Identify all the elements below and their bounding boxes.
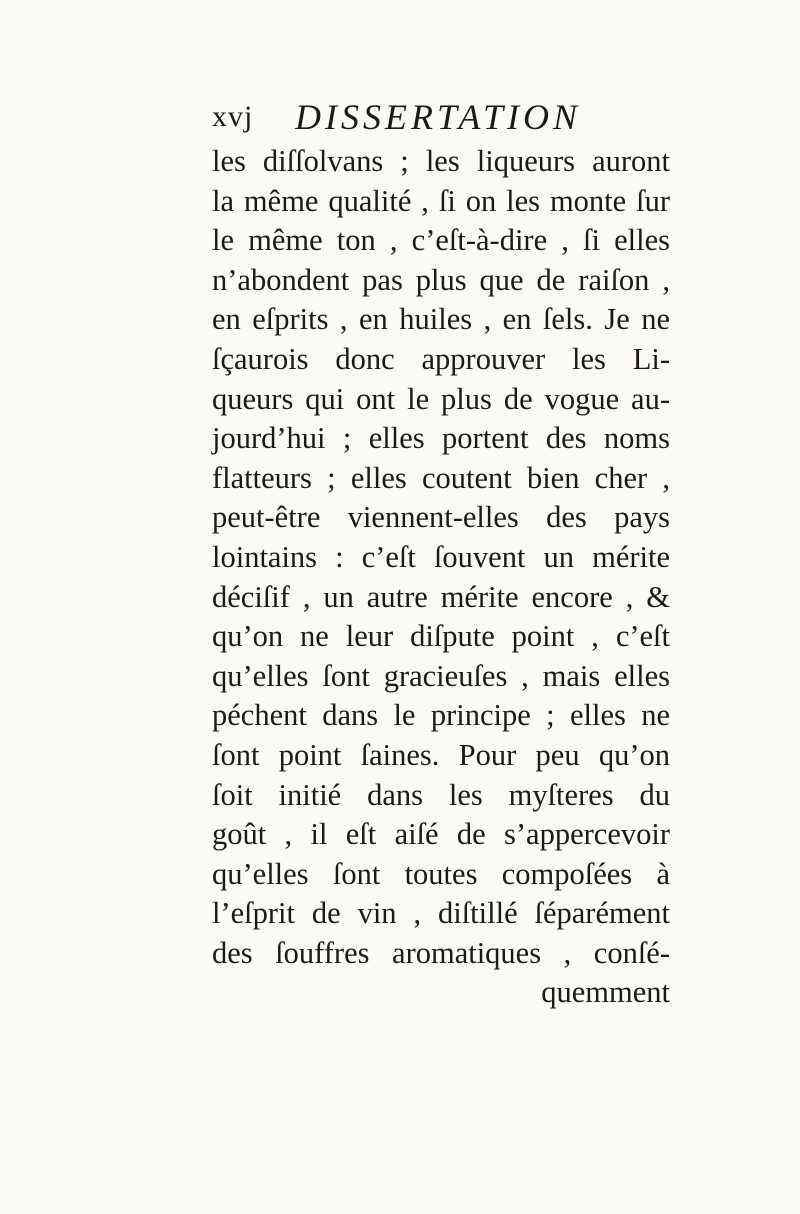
running-head: DISSERTATION <box>295 97 581 137</box>
text-line: péchent dans le principe ; elles ne <box>212 698 670 733</box>
text-line: le même ton , c’eſt-à-dire , ſi elles <box>212 223 670 258</box>
text-line: qu’on ne leur diſpute point , c’eſt <box>212 619 670 654</box>
text-line: des ſouffres aromatiques , conſé- <box>212 935 670 970</box>
text-line: qu’elles ſont toutes compoſées à <box>212 856 670 891</box>
text-line: lointains : c’eſt ſouvent un mérite <box>212 539 670 574</box>
text-line: flatteurs ; elles coutent bien cher , <box>212 460 670 495</box>
text-line: qu’elles ſont gracieuſes , mais elles <box>212 658 670 693</box>
text-line: la même qualité , ſi on les monte ſur <box>212 183 670 218</box>
text-line: goût , il eſt aiſé de s’appercevoir <box>212 817 670 852</box>
text-line: ſoit initié dans les myſteres du <box>212 777 670 812</box>
body-text <box>212 142 670 1013</box>
text-line: en eſprits , en huiles , en ſels. Je ne <box>212 302 670 337</box>
text-line: jourd’hui ; elles portent des noms <box>212 421 670 456</box>
page-header <box>212 96 672 142</box>
text-line: ſçaurois donc approuver les Li- <box>212 341 670 376</box>
text-line: déciſif , un autre mérite encore , & <box>212 579 670 614</box>
text-line: ſont point ſaines. Pour peu qu’on <box>212 737 670 772</box>
catchword: quemment <box>541 975 670 1010</box>
text-line: peut-être viennent-elles des pays <box>212 500 670 535</box>
page-number: xvj <box>212 100 254 133</box>
text-line: les diſſolvans ; les liqueurs auront <box>212 144 670 178</box>
text-line: queurs qui ont le plus de vogue au- <box>212 381 670 416</box>
text-line: n’abondent pas plus que de raiſon , <box>212 262 670 297</box>
text-line: l’eſprit de vin , diſtillé ſéparément <box>212 896 670 931</box>
